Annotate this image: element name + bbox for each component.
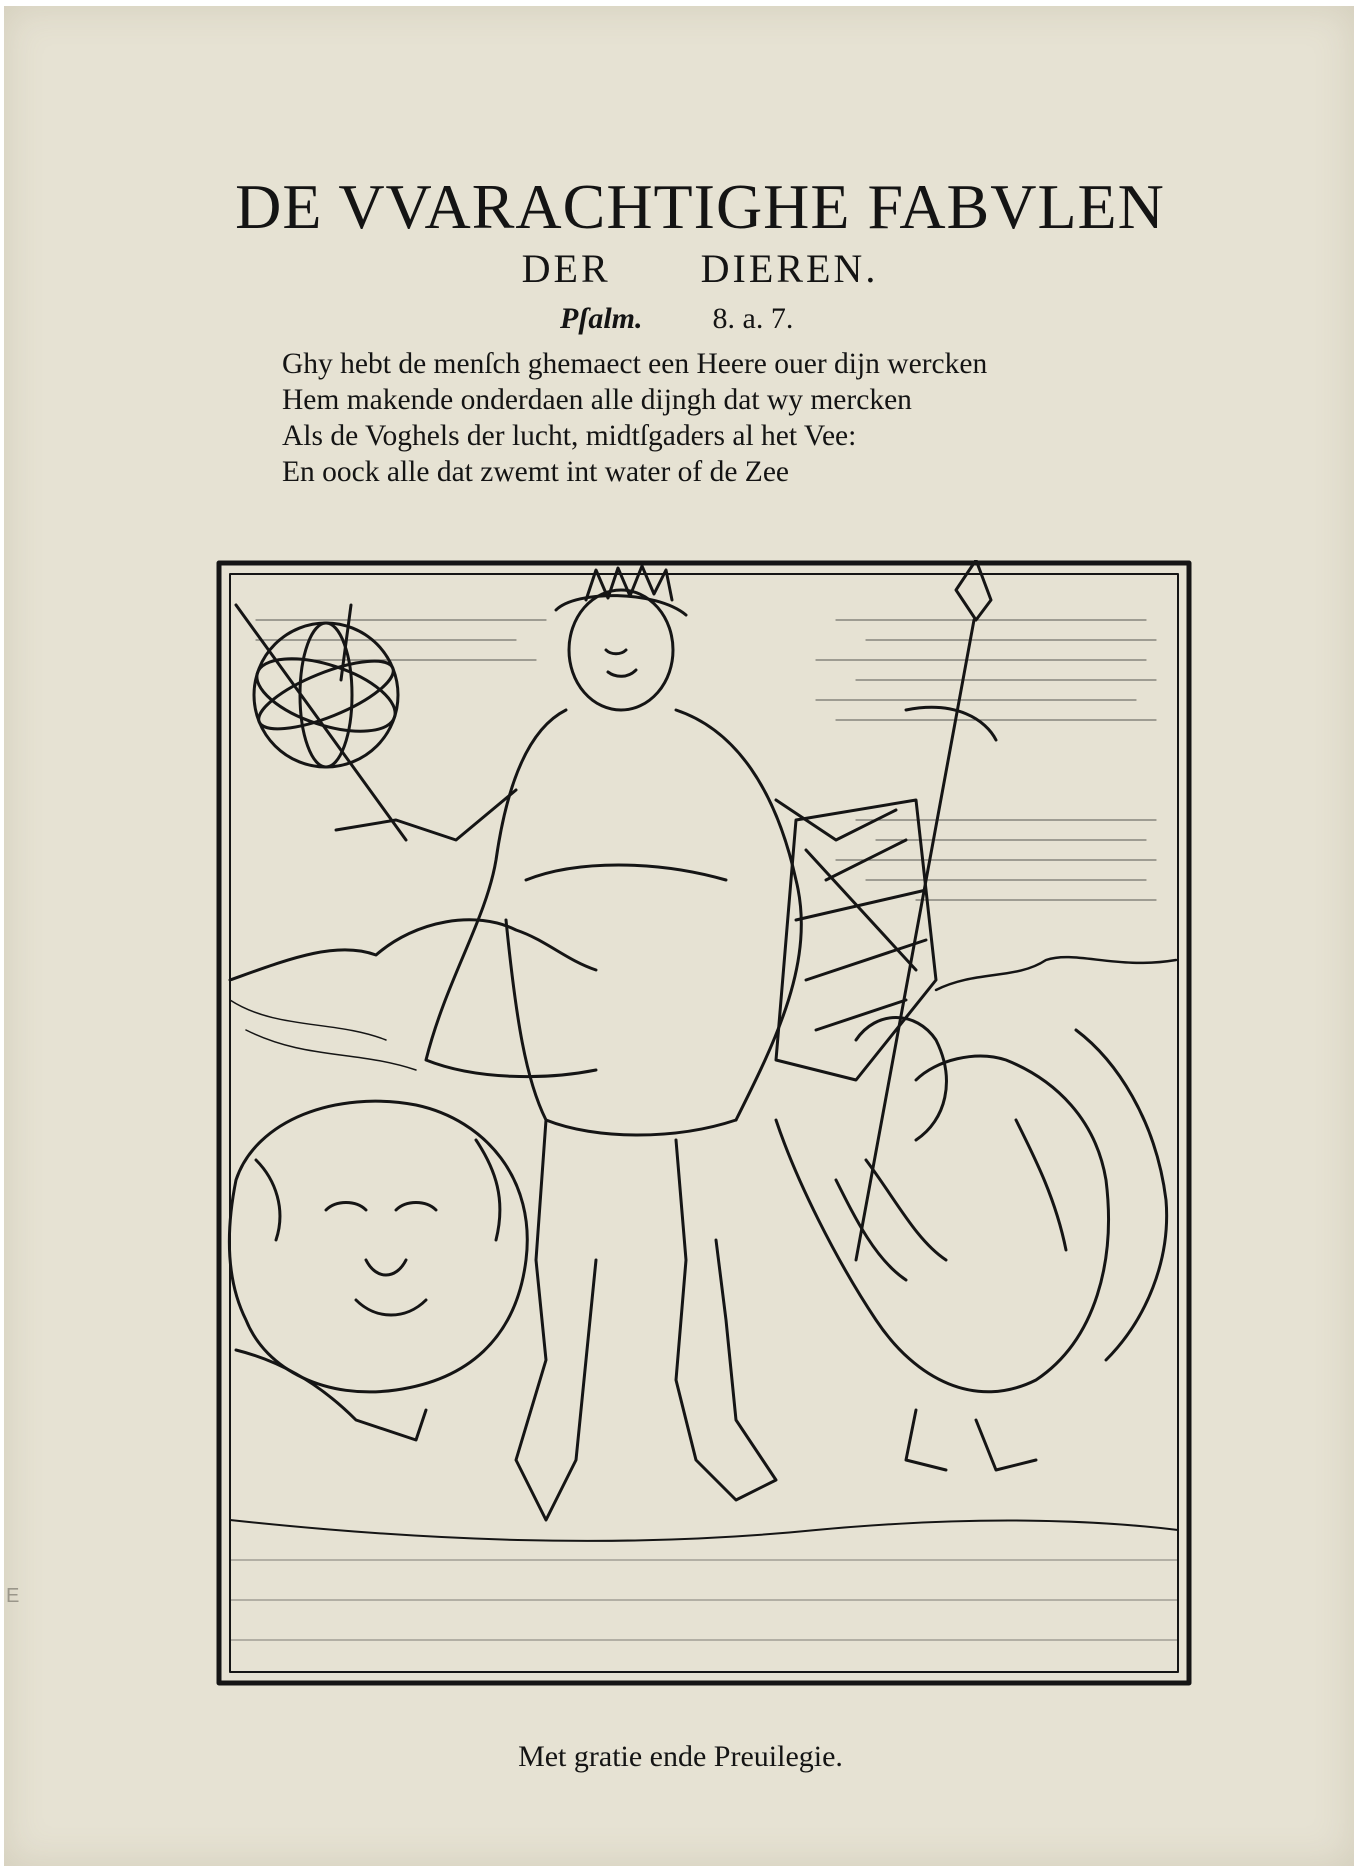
hill-hatching [230, 1000, 416, 1070]
verse-line: Hem makende onderdaen alle dijngh dat wy mercken [282, 384, 912, 416]
verse-line: Als de Voghels der lucht, midtſgaders al het Vee: [282, 420, 857, 452]
ground-hatching [230, 1560, 1178, 1640]
verse-line: En oock alle dat zwemt int water of de Zee [282, 456, 790, 488]
colophon: Met gratie ende Preuilegie. [518, 1740, 843, 1773]
lion [229, 1101, 527, 1440]
verse-line: Ghy hebt de menſch ghemaect een Heere ouer dijn wercken [282, 348, 988, 380]
hill-left [230, 920, 596, 980]
figure-head [556, 566, 686, 710]
hill-right [936, 957, 1176, 990]
woodcut-inner-frame [230, 574, 1178, 1672]
subtitle-left: DER [521, 246, 611, 291]
subtitle [0, 245, 1361, 292]
eagle [776, 1018, 1167, 1471]
psalm-name: Pſalm. [560, 302, 643, 335]
woodcut-illustration [216, 560, 1192, 1686]
psalm-number: 8. a. 7. [712, 302, 794, 335]
spear-and-net [776, 560, 996, 1260]
edge-mark: E [6, 1585, 20, 1607]
figure-body [336, 710, 896, 1520]
verse-block [282, 346, 987, 490]
subtitle-right: DIEREN. [700, 246, 879, 291]
page-title: DE VVARACHTIGHE FABVLEN [235, 171, 1165, 242]
psalm-reference [560, 302, 793, 336]
ground [230, 1520, 1178, 1541]
